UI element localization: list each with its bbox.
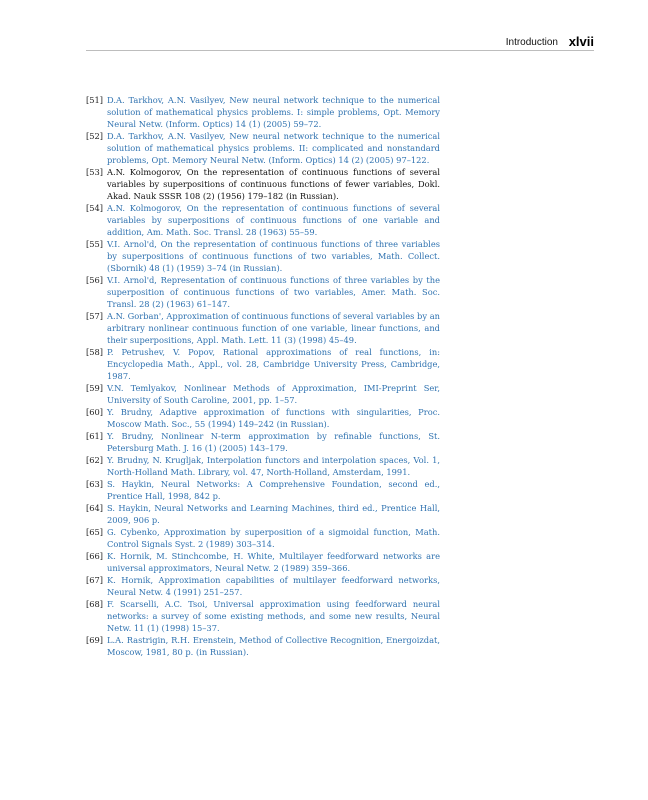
reference-number: [54]: [86, 203, 104, 213]
reference-link[interactable]: P. Petrushev, V. Popov, Rational approximations of real functions, in: Encyclopedia Math., Appl., vol. 28, Cambridge University Press, Cambridge, 1987.: [107, 347, 440, 381]
reference-link[interactable]: K. Hornik, Approximation capabilities of multilayer feedforward networks, Neural Netw. 4 (1991) 251–257.: [107, 575, 440, 597]
reference-link[interactable]: F. Scarselli, A.C. Tsoi, Universal approximation using feedforward neural networks: a survey of some existing methods, and some new results, Neural Netw. 11 (1) (1998) 15–37.: [107, 599, 440, 633]
reference-item: [86, 502, 440, 526]
reference-link[interactable]: K. Hornik, M. Stinchcombe, H. White, Multilayer feedforward networks are universal approximators, Neural Netw. 2 (1989) 359–366.: [107, 551, 440, 573]
reference-number: [56]: [86, 275, 104, 285]
reference-number: [55]: [86, 239, 104, 249]
reference-number: [61]: [86, 431, 104, 441]
reference-link[interactable]: S. Haykin, Neural Networks: A Comprehensive Foundation, second ed., Prentice Hall, 1998, 842 p.: [107, 479, 440, 501]
reference-number: [67]: [86, 575, 104, 585]
section-title: Introduction: [505, 37, 558, 48]
reference-item: [86, 130, 440, 166]
reference-link[interactable]: V.I. Arnol'd, On the representation of continuous functions of three variables by superpositions of continuous functions of two variables, Math. Collect. (Sbornik) 48 (1) (1959) 3–74 (in Russian).: [107, 239, 440, 273]
reference-number: [52]: [86, 131, 104, 141]
reference-number: [60]: [86, 407, 104, 417]
reference-item: [86, 598, 440, 634]
reference-number: [66]: [86, 551, 104, 561]
reference-link[interactable]: A.N. Gorban', Approximation of continuous functions of several variables by an arbitrary nonlinear continuous function of one variable, linear functions, and their superpositions, Appl. Math. Lett. 11 (3) (1998) 45–49.: [107, 311, 440, 345]
reference-item: [86, 346, 440, 382]
reference-text: A.N. Kolmogorov, On the representation of continuous functions of several variables by superpositions of continuous functions of fewer variables, Dokl. Akad. Nauk SSSR 108 (2) (1956) 179–182 (in Russian).: [107, 167, 440, 201]
reference-item: [86, 238, 440, 274]
reference-number: [58]: [86, 347, 104, 357]
reference-list: [86, 94, 440, 658]
reference-number: [51]: [86, 95, 104, 105]
reference-item: [86, 274, 440, 310]
reference-item: [86, 634, 440, 658]
reference-link[interactable]: V.N. Temlyakov, Nonlinear Methods of Approximation, IMI-Preprint Ser, University of South Caroline, 2001, pp. 1–57.: [107, 383, 440, 405]
reference-item: [86, 454, 440, 478]
reference-number: [59]: [86, 383, 104, 393]
reference-number: [53]: [86, 167, 104, 177]
reference-item: [86, 550, 440, 574]
reference-item: [86, 526, 440, 550]
reference-item: [86, 430, 440, 454]
reference-number: [68]: [86, 599, 104, 609]
reference-link[interactable]: Y. Brudny, Adaptive approximation of functions with singularities, Proc. Moscow Math. Soc., 55 (1994) 149–242 (in Russian).: [107, 407, 440, 429]
reference-item: [86, 202, 440, 238]
reference-number: [65]: [86, 527, 104, 537]
reference-item: [86, 406, 440, 430]
reference-number: [57]: [86, 311, 104, 321]
running-header: [86, 34, 594, 51]
page-number: xlvii: [568, 34, 594, 49]
reference-number: [69]: [86, 635, 104, 645]
reference-item: [86, 310, 440, 346]
reference-link[interactable]: V.I. Arnol'd, Representation of continuous functions of three variables by the superposition of continuous functions of two variables, Amer. Math. Soc. Transl. 28 (2) (1963) 61–147.: [107, 275, 440, 309]
reference-link[interactable]: A.N. Kolmogorov, On the representation of continuous functions of several variables by superpositions of continuous functions of one variable and addition, Am. Math. Soc. Transl. 28 (1963) 55–59.: [107, 203, 440, 237]
reference-link[interactable]: S. Haykin, Neural Networks and Learning Machines, third ed., Prentice Hall, 2009, 906 p.: [107, 503, 440, 525]
reference-link[interactable]: L.A. Rastrigin, R.H. Erenstein, Method of Collective Recognition, Energoizdat, Moscow, 1981, 80 p. (in Russian).: [107, 635, 440, 657]
reference-item: [86, 166, 440, 202]
reference-number: [64]: [86, 503, 104, 513]
reference-link[interactable]: D.A. Tarkhov, A.N. Vasilyev, New neural network technique to the numerical solution of mathematical physics problems. II: complicated and nonstandard problems, Opt. Memory Neural Netw. (Inform. Optics) 14 (2) (2005) 97–122.: [107, 131, 440, 165]
reference-link[interactable]: Y. Brudny, N. Krugljak, Interpolation functors and interpolation spaces, Vol. 1, North-Holland Math. Library, vol. 47, North-Holland, Amsterdam, 1991.: [107, 455, 440, 477]
reference-item: [86, 574, 440, 598]
reference-link[interactable]: Y. Brudny, Nonlinear N-term approximation by refinable functions, St. Petersburg Math. J. 16 (1) (2005) 143–179.: [107, 431, 440, 453]
reference-item: [86, 478, 440, 502]
reference-item: [86, 94, 440, 130]
reference-item: [86, 382, 440, 406]
reference-number: [63]: [86, 479, 104, 489]
reference-link[interactable]: G. Cybenko, Approximation by superposition of a sigmoidal function, Math. Control Signals Syst. 2 (1989) 303–314.: [107, 527, 440, 549]
reference-link[interactable]: D.A. Tarkhov, A.N. Vasilyev, New neural network technique to the numerical solution of mathematical physics problems. I: simple problems, Opt. Memory Neural Netw. (Inform. Optics) 14 (1) (2005) 59–72.: [107, 95, 440, 129]
reference-number: [62]: [86, 455, 104, 465]
